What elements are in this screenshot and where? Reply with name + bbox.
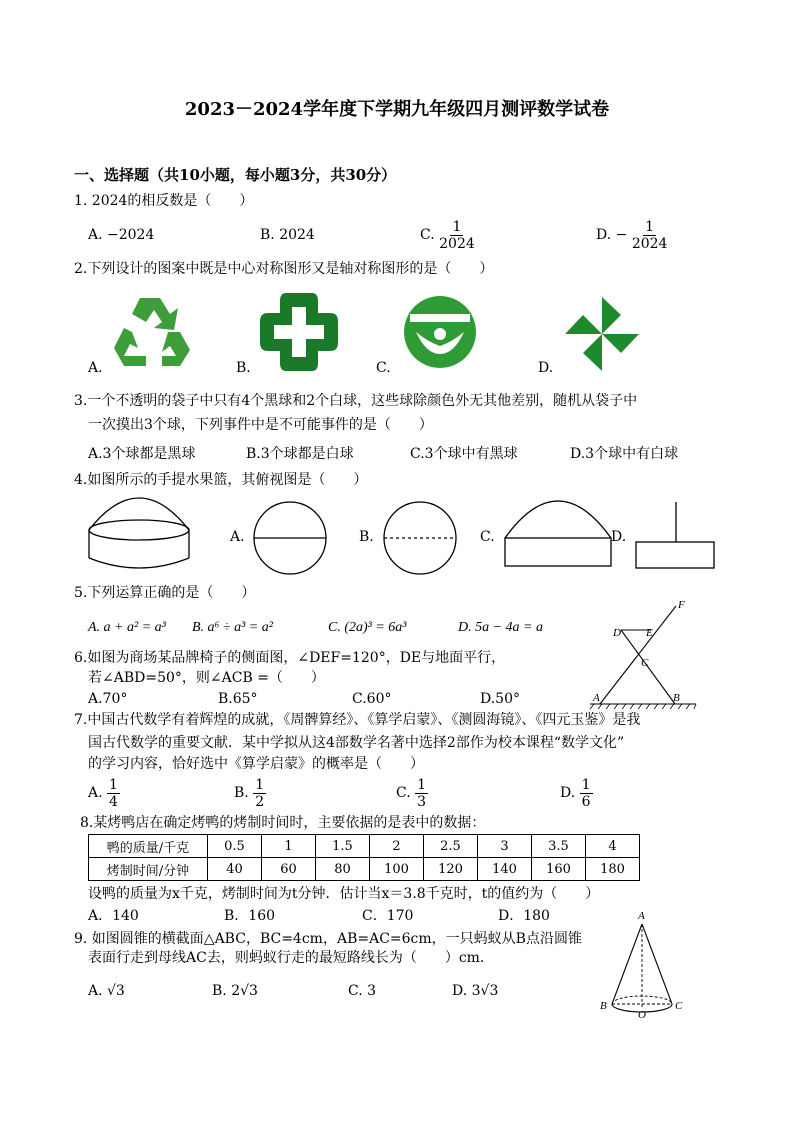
q7-stem-line1: 7.中国古代数学有着辉煌的成就，《周髀算经》、《算学启蒙》、《测圆海镜》、《四元玉鉴》是我 [74,712,641,728]
q2-label-b: B. [236,360,251,376]
q7-d-num: 1 [581,776,591,793]
table-row [89,858,640,881]
q7-option-c [396,774,428,812]
table-cell: 2.5 [424,835,478,858]
q3-stem-line2: 一次摸出3个球，下列事件中是不可能事件的是（ ） [88,417,433,433]
q6-option-a: A.70° [88,691,128,707]
q5-option-b: B. a⁶ ÷ a³ = a² [192,620,273,635]
q7-b-label: B. [234,785,249,801]
q9-option-b: B. 2√3 [212,983,258,999]
fruit-basket-figure [84,494,194,574]
q1-d-num: 1 [645,218,655,235]
q1-option-a: A. −2024 [88,227,155,243]
table-cell: 140 [478,858,532,881]
q7-a-den: 4 [109,793,118,810]
q4-label-b: B. [359,529,374,545]
q7-b-den: 2 [255,793,265,810]
q5-option-a: A. a + a² = a³ [88,620,166,635]
q1-stem: 1. 2024的相反数是（ ） [74,193,254,209]
q6-option-b: B.65° [218,691,258,707]
label-b: B [600,1000,607,1012]
recycle-symbol-image [110,292,195,370]
q7-c-fraction [415,777,428,810]
table-cell: 120 [424,858,478,881]
table-cell: 40 [208,858,262,881]
green-cross-symbol-image [258,291,340,373]
q7-option-b [234,774,266,812]
q8-option-b: B．160 [224,908,276,924]
q1-c-label: C. [420,227,435,243]
q8-option-d: D．180 [498,908,550,924]
q3-option-b: B.3个球都是白球 [246,446,354,462]
table-cell: 3.5 [532,835,586,858]
q3-stem-line1: 3.一个不透明的袋子中只有4个黑球和2个白球，这些球除颜色外无其他差别，随机从袋子中 [74,393,638,409]
q6-option-d: D.50° [480,691,520,707]
q1-d-label: D. − [596,227,628,243]
q7-d-fraction [580,777,593,810]
table-cell: 80 [316,858,370,881]
q4-stem: 4.如图所示的手提水果篮，其俯视图是（ ） [74,472,368,488]
q5-stem: 5.下列运算正确的是（ ） [74,585,256,601]
q3-option-a: A.3个球都是黑球 [88,446,196,462]
q4-option-b-figure [382,500,458,576]
table-header-cell: 鸭的质量/千克 [89,835,208,858]
q8-option-a: A．140 [88,908,139,924]
table-cell: 160 [532,858,586,881]
label-a: A [593,692,600,704]
q7-option-d [560,774,593,812]
q7-d-label: D. [560,785,576,801]
duck-roast-table [88,834,640,881]
chair-side-view-figure [590,598,700,710]
q8-stem-line2: 设鸭的质量为x千克，烤制时间为t分钟．估计当x＝3.8千克时，t的值约为（ ） [88,886,600,902]
q7-c-label: C. [396,785,411,801]
q1-c-num: 1 [452,218,462,235]
table-cell: 1.5 [316,835,370,858]
label-b: B [673,692,680,704]
table-cell: 1 [262,835,316,858]
q4-label-c: C. [480,529,495,545]
label-e: E [646,627,653,639]
label-o: O [638,1009,646,1021]
q6-option-c: C.60° [352,691,392,707]
q9-option-d: D. 3√3 [452,983,499,999]
table-cell: 4 [586,835,640,858]
table-cell: 2 [370,835,424,858]
table-cell: 180 [586,858,640,881]
q2-label-d: D. [538,360,554,376]
table-cell: 60 [262,858,316,881]
q1-option-c [420,216,475,254]
label-f: F [678,599,685,611]
q7-stem-line3: 的学习内容，恰好选中《算学启蒙》的概率是（ ） [88,756,424,772]
q7-b-num: 1 [255,776,265,793]
q4-option-a-figure [252,500,328,576]
label-c: C [675,1000,683,1012]
q7-c-num: 1 [417,776,427,793]
q9-option-a: A. √3 [88,983,125,999]
q9-option-c: C. 3 [348,983,377,999]
q7-d-den: 6 [581,793,591,810]
table-row [89,835,640,858]
q7-c-den: 3 [417,793,427,810]
q7-a-fraction [107,777,120,810]
table-cell: 0.5 [208,835,262,858]
pinwheel-symbol-image [563,295,641,373]
table-header-cell: 烤制时间/分钟 [89,858,208,881]
label-c: C [641,657,649,669]
q7-option-a [88,774,120,812]
q3-option-c: C.3个球中有黑球 [410,446,518,462]
q7-stem-line2: 国古代数学的重要文献．某中学拟从这4部数学名著中选择2部作为校本课程“数学文化” [88,735,625,751]
q4-option-d-figure [634,500,716,570]
q1-d-den: 2024 [631,235,668,252]
q3-option-d: D.3个球中有白球 [570,446,679,462]
q7-b-fraction [253,777,266,810]
q1-c-den: 2024 [439,235,475,252]
q6-stem-line2: 若∠ABD=50°，则∠ACB =（ ） [88,670,325,686]
section-heading: 一、选择题（共10小题，每小题3分，共30分） [74,166,397,184]
q2-label-c: C. [376,360,391,376]
label-a: A [638,910,645,922]
q1-option-d [596,216,667,254]
q7-a-num: 1 [109,776,118,793]
table-cell: 3 [478,835,532,858]
page-title: 2023－2024学年度下学期九年级四月测评数学试卷 [184,99,610,120]
q1-option-b: B. 2024 [260,227,315,243]
label-d: D [613,627,621,639]
q1-c-fraction [439,219,475,252]
table-cell: 100 [370,858,424,881]
q8-stem: 8.某烤鸭店在确定烤鸭的烤制时间时，主要依据的是表中的数据： [80,815,486,831]
q8-option-c: C．170 [362,908,414,924]
green-food-symbol-image [402,294,478,370]
q9-stem-line1: 9. 如图圆锥的横截面△ABC，BC=4cm，AB=AC=6cm，一只蚂蚁从B点沿圆锥 [74,931,582,947]
q6-stem-line1: 6.如图为商场某品牌椅子的侧面图，∠DEF=120°，DE与地面平行， [74,650,506,666]
q7-a-label: A. [88,785,103,801]
q4-option-c-figure [503,496,613,568]
q5-option-d: D. 5a − 4a = a [458,620,544,635]
q9-stem-line2: 表面行走到母线AC去，则蚂蚁行走的最短路线长为（ ）cm. [88,950,485,966]
q5-option-c: C. (2a)³ = 6a³ [328,620,407,635]
q2-stem: 2.下列设计的图案中既是中心对称图形又是轴对称图形的是（ ） [74,261,494,277]
cone-figure [598,908,688,1021]
q1-d-fraction [632,219,668,252]
q2-label-a: A. [88,360,103,376]
q4-label-d: D. [611,529,627,545]
q4-label-a: A. [230,529,245,545]
